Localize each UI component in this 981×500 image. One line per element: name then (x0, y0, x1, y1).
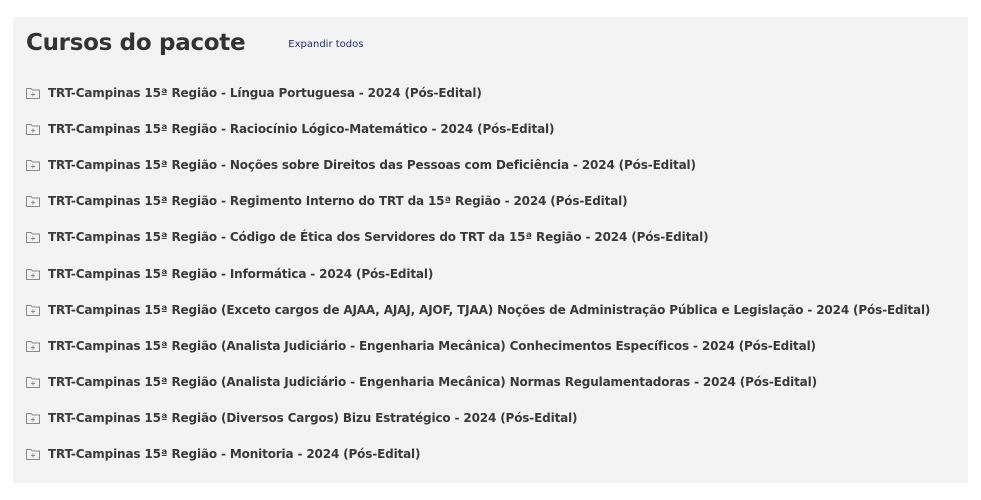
folder-plus-icon (25, 339, 41, 353)
list-item[interactable] (25, 183, 930, 219)
course-title: TRT-Campinas 15ª Região - Regimento Interno do TRT da 15ª Região - 2024 (Pós-Edital) (48, 194, 628, 209)
course-title: TRT-Campinas 15ª Região - Informática - 2024 (Pós-Edital) (48, 266, 434, 281)
folder-plus-icon (25, 375, 41, 389)
expand-all-link[interactable]: Expandir todos (288, 39, 364, 50)
course-title: TRT-Campinas 15ª Região - Noções sobre Direitos das Pessoas com Deficiência - 2024 (Pós-Edital) (48, 158, 696, 173)
course-package-panel (13, 17, 968, 483)
course-title: TRT-Campinas 15ª Região (Diversos Cargos) Bizu Estratégico - 2024 (Pós-Edital) (48, 410, 578, 425)
folder-plus-icon (25, 411, 41, 425)
list-item[interactable] (25, 255, 930, 291)
list-item[interactable] (25, 111, 930, 147)
page-title: Cursos do pacote (26, 30, 246, 56)
list-item[interactable] (25, 436, 930, 472)
list-item[interactable] (25, 147, 930, 183)
folder-plus-icon (25, 267, 41, 281)
folder-plus-icon (25, 194, 41, 208)
course-title: TRT-Campinas 15ª Região - Língua Portuguesa - 2024 (Pós-Edital) (48, 86, 482, 101)
list-item[interactable] (25, 364, 930, 400)
list-item[interactable] (25, 400, 930, 436)
folder-plus-icon (25, 122, 41, 136)
course-title: TRT-Campinas 15ª Região (Analista Judiciário - Engenharia Mecânica) Normas Regulamentadoras - 2024 (Pós-Edital) (48, 374, 817, 389)
panel-header (26, 30, 363, 56)
folder-plus-icon (25, 447, 41, 461)
folder-plus-icon (25, 303, 41, 317)
course-title: TRT-Campinas 15ª Região (Analista Judiciário - Engenharia Mecânica) Conhecimentos Específicos - 2024 (Pós-Edital) (48, 338, 816, 353)
folder-plus-icon (25, 158, 41, 172)
list-item[interactable] (25, 219, 930, 255)
list-item[interactable] (25, 328, 930, 364)
list-item[interactable] (25, 292, 930, 328)
course-list (25, 75, 930, 472)
course-title: TRT-Campinas 15ª Região (Exceto cargos de AJAA, AJAJ, AJOF, TJAA) Noções de Administração Pública e Legislação - 2024 (Pós-Edital) (48, 302, 931, 317)
list-item[interactable] (25, 75, 930, 111)
course-title: TRT-Campinas 15ª Região - Raciocínio Lógico-Matemático - 2024 (Pós-Edital) (48, 122, 555, 137)
folder-plus-icon (25, 230, 41, 244)
course-title: TRT-Campinas 15ª Região - Código de Ética dos Servidores do TRT da 15ª Região - 2024 (Pós-Edital) (48, 230, 709, 245)
course-title: TRT-Campinas 15ª Região - Monitoria - 2024 (Pós-Edital) (48, 446, 421, 461)
folder-plus-icon (25, 86, 41, 100)
